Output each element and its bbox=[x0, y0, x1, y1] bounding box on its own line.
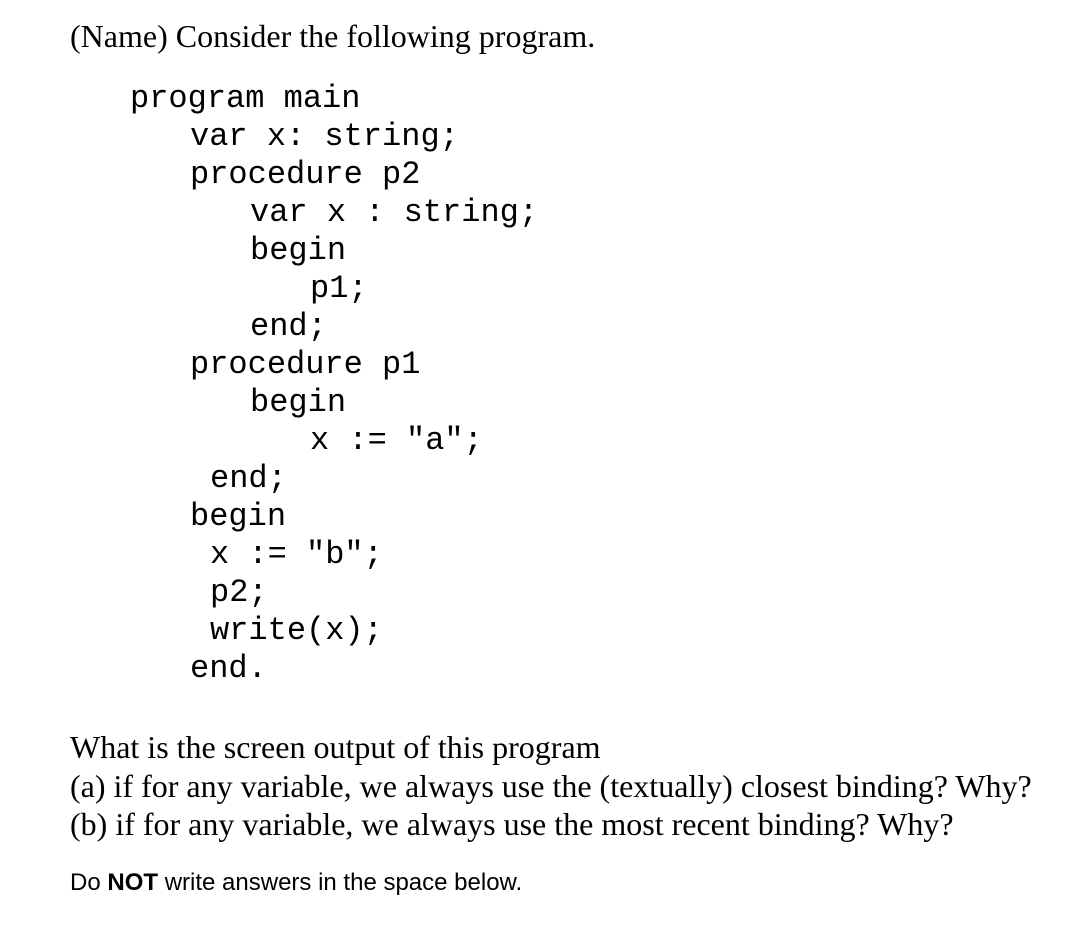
question-part-a: (a) if for any variable, we always use the (textually) closest binding? Why? bbox=[70, 767, 1032, 804]
code-line: var x : string; bbox=[250, 194, 539, 231]
note-emphasis: NOT bbox=[107, 869, 159, 896]
question-intro: What is the screen output of this program bbox=[70, 729, 601, 765]
code-line: procedure p1 bbox=[190, 346, 421, 383]
question-text bbox=[70, 728, 1032, 844]
code-line: write(x); bbox=[210, 612, 383, 649]
code-line: end; bbox=[210, 460, 287, 497]
code-line: begin bbox=[250, 232, 347, 269]
code-line: begin bbox=[190, 498, 287, 535]
code-line: var x: string; bbox=[190, 118, 459, 155]
instruction-note bbox=[70, 866, 522, 900]
note-prefix: Do bbox=[70, 869, 108, 896]
note-suffix: write answers in the space below. bbox=[158, 869, 523, 896]
question-part-b: (b) if for any variable, we always use the most recent binding? Why? bbox=[70, 806, 954, 842]
code-line: end. bbox=[190, 650, 267, 687]
code-line: program main bbox=[130, 80, 361, 117]
code-line: end; bbox=[250, 308, 327, 345]
question-heading: (Name) Consider the following program. bbox=[70, 18, 596, 54]
code-line: p1; bbox=[310, 270, 368, 307]
code-line: x := "b"; bbox=[210, 536, 383, 573]
code-line: begin bbox=[250, 384, 347, 421]
code-line: p2; bbox=[210, 574, 268, 611]
code-line: x := "a"; bbox=[310, 422, 483, 459]
code-line: procedure p2 bbox=[190, 156, 421, 193]
